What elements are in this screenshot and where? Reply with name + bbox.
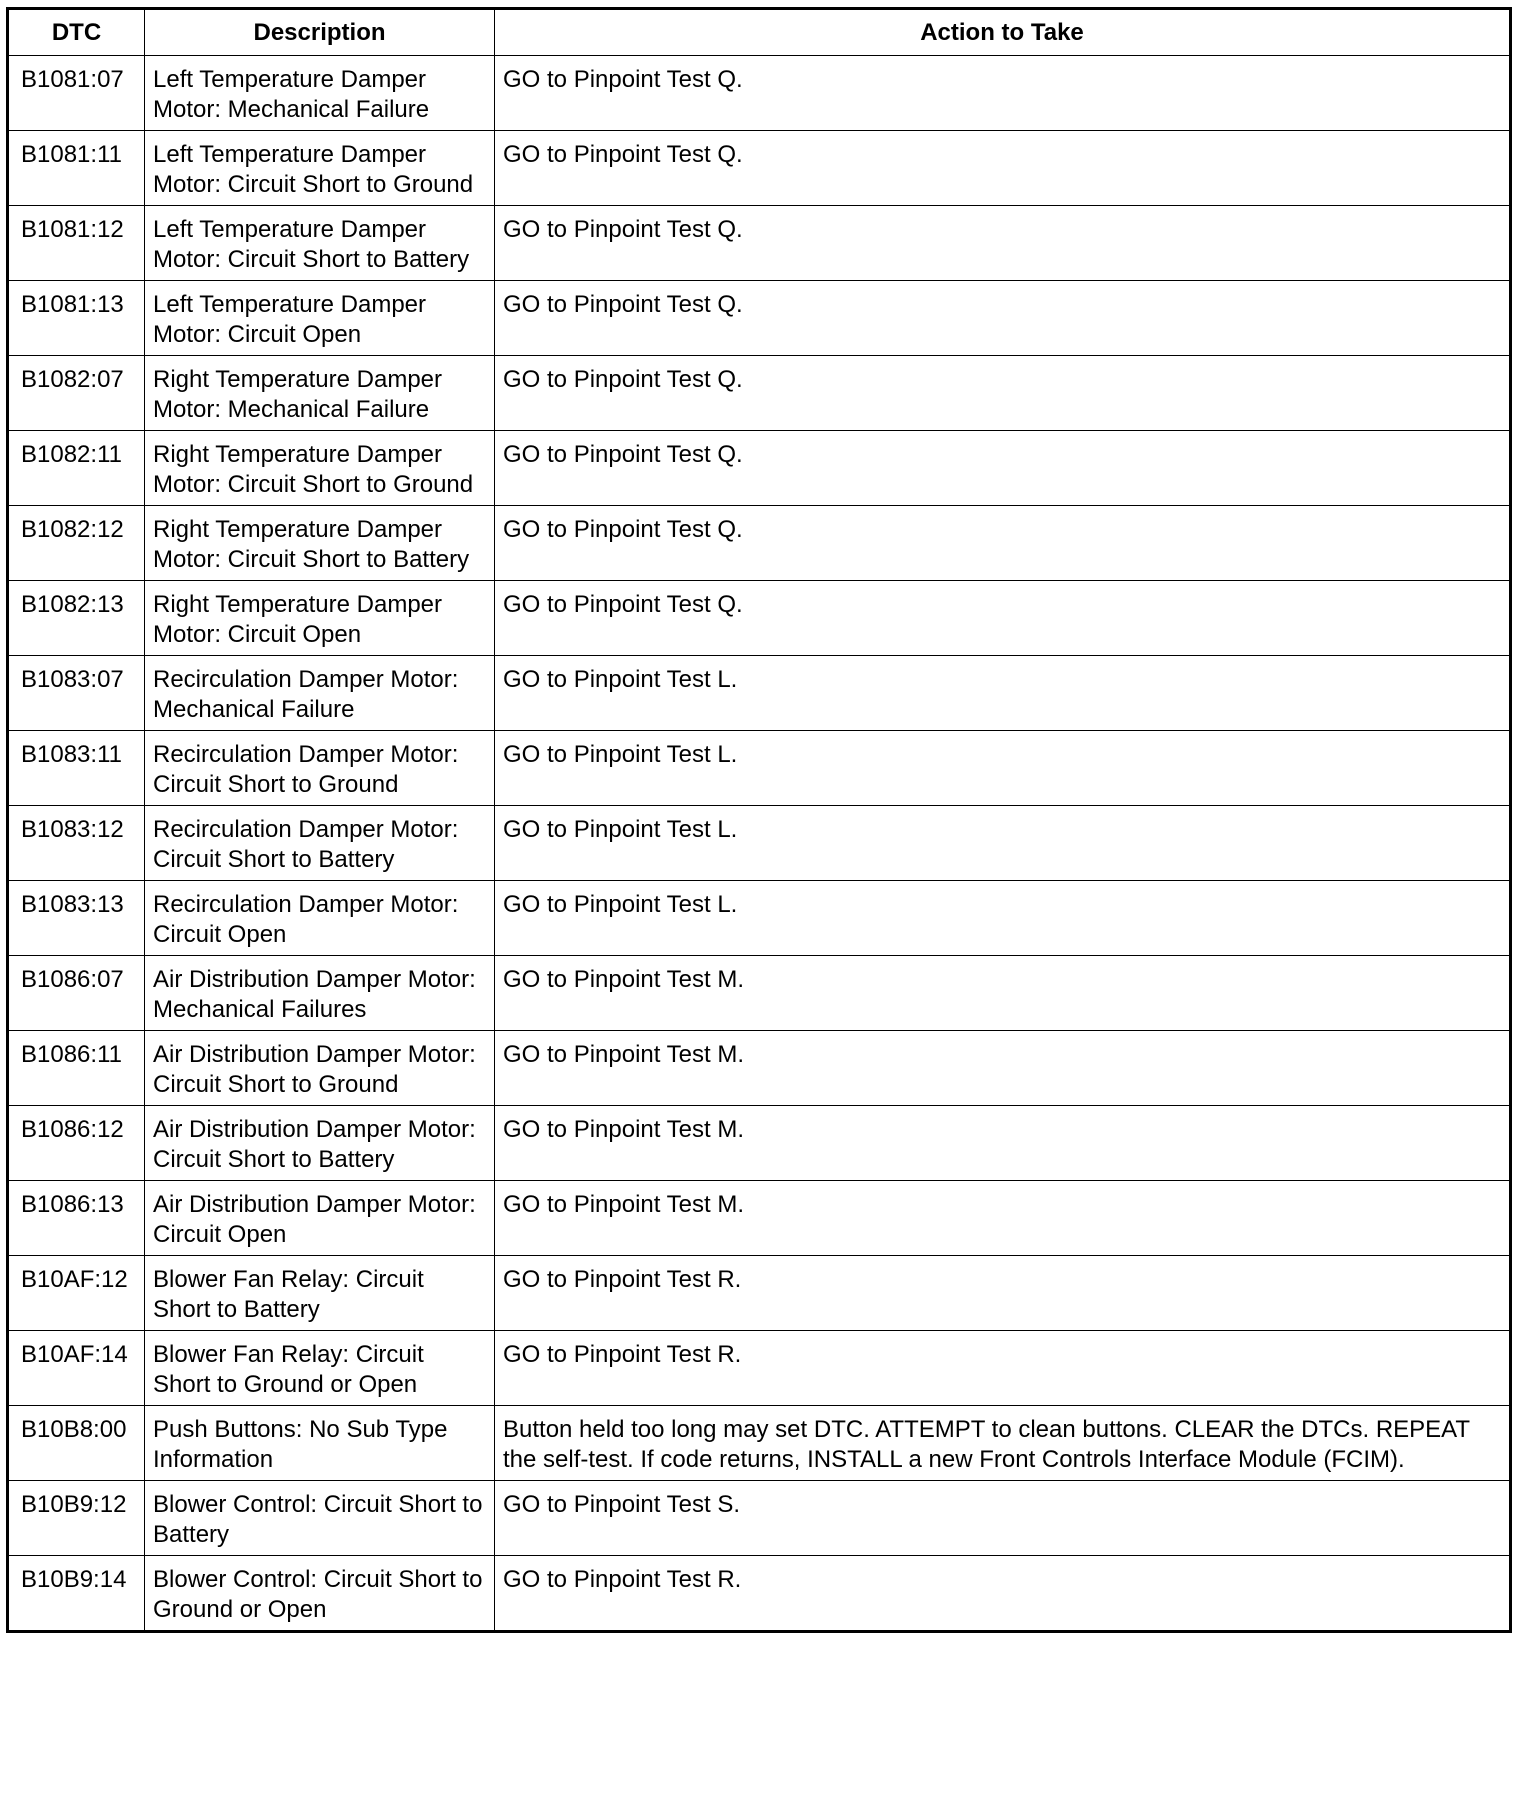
dtc-code: B1083:11: [8, 731, 145, 806]
table-row: [8, 431, 1511, 506]
action-to-take: Button held too long may set DTC. ATTEMPT to clean buttons. CLEAR the DTCs. REPEAT the self-test. If code returns, INSTALL a new Front Controls Interface Module (FCIM).: [495, 1406, 1511, 1481]
dtc-description: Left Temperature Damper Motor: Circuit Short to Ground: [145, 131, 495, 206]
action-to-take: GO to Pinpoint Test L.: [495, 806, 1511, 881]
dtc-description: Left Temperature Damper Motor: Circuit Short to Battery: [145, 206, 495, 281]
table-row: [8, 731, 1511, 806]
table-header: [8, 9, 1511, 56]
dtc-code: B10AF:12: [8, 1256, 145, 1331]
table-row: [8, 1256, 1511, 1331]
dtc-code: B1086:13: [8, 1181, 145, 1256]
dtc-table: [6, 7, 1512, 1633]
header-row: [8, 9, 1511, 56]
action-to-take: GO to Pinpoint Test S.: [495, 1481, 1511, 1556]
dtc-code: B10AF:14: [8, 1331, 145, 1406]
action-to-take: GO to Pinpoint Test R.: [495, 1556, 1511, 1632]
action-to-take: GO to Pinpoint Test M.: [495, 1031, 1511, 1106]
action-to-take: GO to Pinpoint Test R.: [495, 1331, 1511, 1406]
dtc-description: Right Temperature Damper Motor: Circuit Short to Ground: [145, 431, 495, 506]
action-to-take: GO to Pinpoint Test Q.: [495, 356, 1511, 431]
dtc-description: Air Distribution Damper Motor: Mechanical Failures: [145, 956, 495, 1031]
action-to-take: GO to Pinpoint Test R.: [495, 1256, 1511, 1331]
dtc-description: Blower Fan Relay: Circuit Short to Battery: [145, 1256, 495, 1331]
dtc-description: Left Temperature Damper Motor: Circuit Open: [145, 281, 495, 356]
dtc-code: B1086:12: [8, 1106, 145, 1181]
dtc-description: Air Distribution Damper Motor: Circuit Short to Battery: [145, 1106, 495, 1181]
dtc-code: B1081:11: [8, 131, 145, 206]
dtc-code: B10B9:14: [8, 1556, 145, 1632]
action-to-take: GO to Pinpoint Test M.: [495, 1106, 1511, 1181]
dtc-description: Air Distribution Damper Motor: Circuit Open: [145, 1181, 495, 1256]
dtc-description: Air Distribution Damper Motor: Circuit Short to Ground: [145, 1031, 495, 1106]
header-dtc: DTC: [8, 9, 145, 56]
action-to-take: GO to Pinpoint Test Q.: [495, 431, 1511, 506]
table-row: [8, 356, 1511, 431]
dtc-description: Recirculation Damper Motor: Circuit Short to Battery: [145, 806, 495, 881]
dtc-description: Right Temperature Damper Motor: Mechanical Failure: [145, 356, 495, 431]
table-row: [8, 1331, 1511, 1406]
dtc-code: B10B8:00: [8, 1406, 145, 1481]
dtc-code: B1083:13: [8, 881, 145, 956]
action-to-take: GO to Pinpoint Test L.: [495, 731, 1511, 806]
dtc-description: Recirculation Damper Motor: Circuit Open: [145, 881, 495, 956]
header-description: Description: [145, 9, 495, 56]
dtc-code: B1081:12: [8, 206, 145, 281]
action-to-take: GO to Pinpoint Test L.: [495, 881, 1511, 956]
table-row: [8, 56, 1511, 131]
dtc-description: Blower Fan Relay: Circuit Short to Ground or Open: [145, 1331, 495, 1406]
dtc-description: Left Temperature Damper Motor: Mechanical Failure: [145, 56, 495, 131]
dtc-code: B1082:11: [8, 431, 145, 506]
dtc-code: B1082:13: [8, 581, 145, 656]
action-to-take: GO to Pinpoint Test Q.: [495, 506, 1511, 581]
action-to-take: GO to Pinpoint Test Q.: [495, 281, 1511, 356]
dtc-code: B1081:07: [8, 56, 145, 131]
table-row: [8, 1181, 1511, 1256]
action-to-take: GO to Pinpoint Test Q.: [495, 131, 1511, 206]
dtc-description: Recirculation Damper Motor: Circuit Short to Ground: [145, 731, 495, 806]
dtc-code: B1082:07: [8, 356, 145, 431]
action-to-take: GO to Pinpoint Test L.: [495, 656, 1511, 731]
dtc-description: Blower Control: Circuit Short to Battery: [145, 1481, 495, 1556]
table-row: [8, 281, 1511, 356]
table-row: [8, 131, 1511, 206]
dtc-description: Recirculation Damper Motor: Mechanical Failure: [145, 656, 495, 731]
table-row: [8, 1031, 1511, 1106]
table-row: [8, 1556, 1511, 1632]
action-to-take: GO to Pinpoint Test Q.: [495, 206, 1511, 281]
dtc-code: B1086:07: [8, 956, 145, 1031]
dtc-description: Push Buttons: No Sub Type Information: [145, 1406, 495, 1481]
table-row: [8, 506, 1511, 581]
dtc-code: B10B9:12: [8, 1481, 145, 1556]
action-to-take: GO to Pinpoint Test Q.: [495, 56, 1511, 131]
table-row: [8, 1406, 1511, 1481]
table-body: [8, 56, 1511, 1632]
action-to-take: GO to Pinpoint Test M.: [495, 956, 1511, 1031]
dtc-description: Right Temperature Damper Motor: Circuit Short to Battery: [145, 506, 495, 581]
table-row: [8, 1481, 1511, 1556]
table-row: [8, 881, 1511, 956]
action-to-take: GO to Pinpoint Test M.: [495, 1181, 1511, 1256]
dtc-code: B1081:13: [8, 281, 145, 356]
dtc-description: Right Temperature Damper Motor: Circuit Open: [145, 581, 495, 656]
table-row: [8, 656, 1511, 731]
table-row: [8, 806, 1511, 881]
dtc-code: B1086:11: [8, 1031, 145, 1106]
dtc-code: B1083:12: [8, 806, 145, 881]
action-to-take: GO to Pinpoint Test Q.: [495, 581, 1511, 656]
dtc-code: B1083:07: [8, 656, 145, 731]
table-row: [8, 956, 1511, 1031]
dtc-description: Blower Control: Circuit Short to Ground or Open: [145, 1556, 495, 1632]
dtc-code: B1082:12: [8, 506, 145, 581]
header-action: Action to Take: [495, 9, 1511, 56]
table-row: [8, 1106, 1511, 1181]
table-row: [8, 206, 1511, 281]
table-row: [8, 581, 1511, 656]
